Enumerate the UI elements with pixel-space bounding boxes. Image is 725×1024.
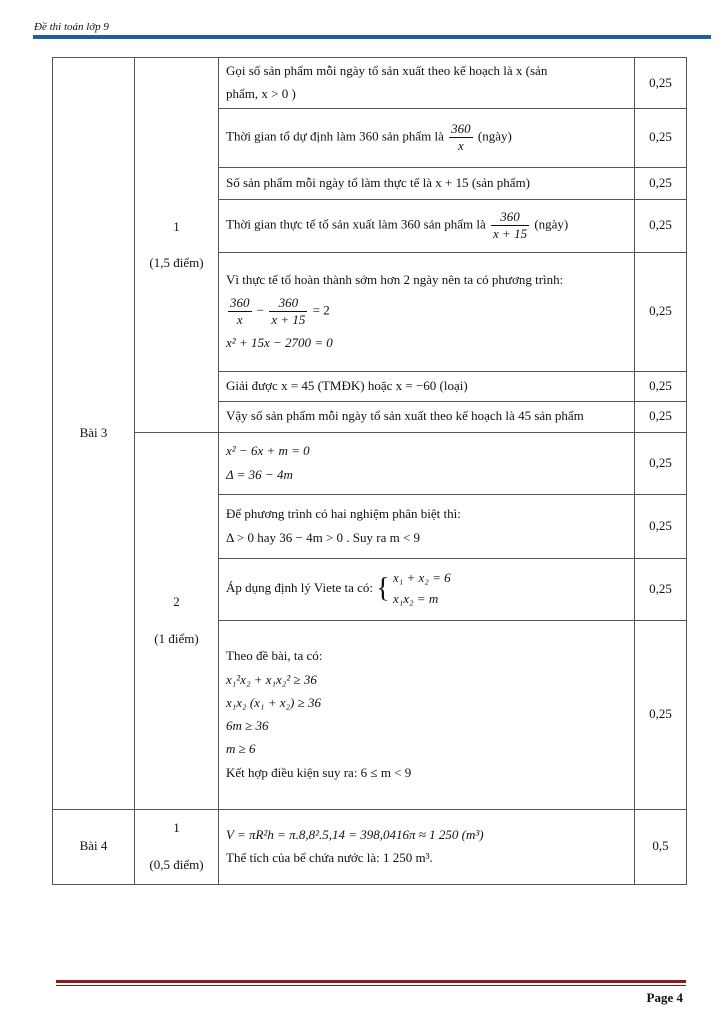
content-line: Δ = 36 − 4m	[226, 466, 293, 482]
header-title: Đề thi toán lớp 9	[34, 21, 109, 33]
content-line: x² − 6x + m = 0	[226, 443, 310, 459]
score-cell: 0,25	[635, 371, 687, 401]
content-cell	[219, 620, 635, 809]
content-line: Để phương trình có hai nghiệm phân biệt thì:	[226, 506, 461, 522]
score-cell: 0,25	[635, 401, 687, 432]
score-cell: 0,25	[635, 58, 687, 109]
content-cell	[219, 494, 635, 558]
content-line: Theo đề bài, ta có:	[226, 648, 323, 664]
content-line: 6m ≥ 36	[226, 718, 269, 733]
score-cell: 0,25	[635, 108, 687, 167]
score-cell: 0,25	[635, 558, 687, 620]
fraction	[269, 295, 307, 329]
content-line: Thể tích của bể chứa nước là: 1 250 m³.	[226, 850, 433, 865]
content-line: m ≥ 6	[226, 741, 256, 757]
content-line: V = πR²h = π.8,8².5,14 = 398,0416π ≈ 1 250 (m³)	[226, 826, 484, 842]
header-divider	[33, 35, 711, 39]
content-line: Kết hợp điều kiện suy ra: 6 ≤ m < 9	[226, 764, 412, 780]
part-cell	[135, 432, 219, 809]
equation-system	[376, 568, 450, 610]
content-cell	[219, 199, 635, 252]
content-cell: Giải được x = 45 (TMĐK) hoặc x = −60 (loại)	[219, 371, 635, 401]
brace-glyph: {	[376, 573, 390, 604]
footer-divider-thin	[56, 985, 686, 986]
part-points: (0,5 điểm)	[149, 856, 204, 872]
content-line: x² + 15x − 2700 = 0	[226, 335, 333, 351]
fraction-numerator: 360	[449, 121, 473, 138]
content-cell	[219, 432, 635, 494]
problem-cell	[53, 809, 135, 884]
page-number: Page 4	[646, 990, 683, 1005]
part-points: (1 điểm)	[154, 630, 199, 646]
equation-line	[226, 295, 627, 329]
content-cell: Số sản phẩm mỗi ngày tổ làm thực tế là x + 15 (sản phẩm)	[219, 167, 635, 199]
system-line: x₁ + x₂ = 6	[392, 570, 451, 586]
problem-cell	[53, 58, 135, 810]
fraction-denominator: x	[458, 138, 464, 153]
answer-table	[52, 57, 687, 885]
footer-divider	[56, 980, 686, 983]
problem-label: Bài 3	[79, 425, 108, 441]
content-line: Δ > 0 hay 36 − 4m > 0 . Suy ra m < 9	[226, 529, 421, 545]
part-points: (1,5 điểm)	[149, 254, 204, 270]
content-line: Thời gian tổ dự định làm 360 sản phẩm là	[226, 128, 444, 144]
fraction	[449, 121, 473, 155]
score-cell: 0,5	[635, 809, 687, 884]
content-cell	[219, 809, 635, 884]
table-row	[53, 58, 687, 109]
score-cell: 0,25	[635, 620, 687, 809]
part-number: 1	[173, 218, 180, 234]
content-line: Áp dụng định lý Viete ta có:	[226, 579, 374, 595]
score-cell: 0,25	[635, 252, 687, 371]
content-line: Gọi số sản phẩm mỗi ngày tổ sản xuất theo kế hoạch là x (sản	[226, 63, 548, 78]
equals-two: = 2	[312, 302, 330, 318]
part-cell	[135, 58, 219, 433]
content-cell	[219, 58, 635, 109]
score-cell: 0,25	[635, 199, 687, 252]
score-cell: 0,25	[635, 494, 687, 558]
fraction	[491, 209, 529, 243]
content-cell: Vậy số sản phẩm mỗi ngày tổ sản xuất theo kế hoạch là 45 sản phẩm	[219, 401, 635, 432]
fraction-denominator: x + 15	[271, 312, 306, 327]
system-lines	[393, 568, 451, 610]
content-cell	[219, 558, 635, 620]
part-cell	[135, 809, 219, 884]
fraction-numerator: 360	[491, 209, 529, 226]
score-cell: 0,25	[635, 167, 687, 199]
fraction	[228, 295, 252, 329]
minus-sign: −	[256, 302, 265, 318]
fraction-numerator: 360	[269, 295, 307, 312]
content-line: x₁x₂ (x₁ + x₂) ≥ 36	[226, 694, 321, 710]
content-cell	[219, 108, 635, 167]
content-line: (ngày)	[534, 216, 569, 232]
table-row	[53, 809, 687, 884]
problem-label: Bài 4	[79, 838, 108, 854]
content-line: Vì thực tế tổ hoàn thành sớm hơn 2 ngày nên ta có phương trình:	[226, 271, 564, 287]
part-number: 1	[173, 820, 180, 836]
fraction-denominator: x	[236, 312, 243, 327]
fraction-numerator: 360	[228, 295, 252, 312]
content-line: x₁²x₂ + x₁x₂² ≥ 36	[226, 671, 317, 687]
system-line: x₁x₂ = m	[392, 591, 439, 606]
content-line: (ngày)	[477, 128, 512, 144]
score-cell: 0,25	[635, 432, 687, 494]
content-cell	[219, 252, 635, 371]
table-row	[53, 432, 687, 494]
content-line: phẩm, x > 0 )	[226, 86, 296, 102]
part-number: 2	[173, 594, 180, 610]
fraction-denominator: x + 15	[493, 226, 528, 241]
content-line: Thời gian thực tế tổ sản xuất làm 360 sản phẩm là	[226, 216, 486, 232]
